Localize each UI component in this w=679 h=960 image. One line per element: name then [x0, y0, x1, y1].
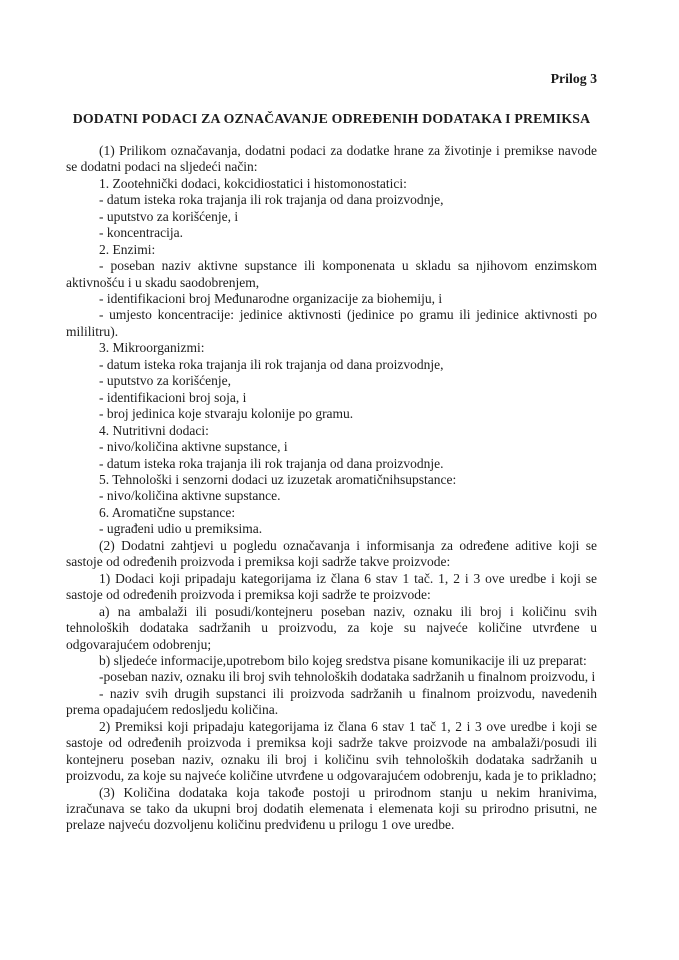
document-title: DODATNI PODACI ZA OZNAČAVANJE ODREĐENIH DODATAKA I PREMIKSA: [72, 111, 591, 127]
paragraph: - datum isteka roka trajanja ili rok trajanja od dana proizvodnje.: [99, 455, 444, 471]
paragraph: - datum isteka roka trajanja ili rok trajanja od dana proizvodnje,: [99, 356, 444, 372]
paragraph: - uputstvo za korišćenje, i: [99, 208, 239, 224]
paragraph: - broj jedinica koje stvaraju kolonije po gramu.: [99, 406, 354, 422]
paragraph: 1. Zootehnički dodaci, kokcidiostatici i histomonostatici:: [99, 175, 407, 191]
annex-label: Prilog 3: [550, 71, 597, 86]
paragraph: - nivo/količina aktivne supstance, i: [99, 439, 288, 455]
paragraph: -poseban naziv, oznaku ili broj svih tehnoloških dodataka sadržanih u finalnom proizvodu, i: [99, 669, 596, 685]
paragraph: 4. Nutritivni dodaci:: [99, 422, 209, 438]
paragraph: - ugrađeni udio u premiksima.: [99, 521, 263, 537]
paragraph: 2. Enzimi:: [99, 241, 156, 257]
paragraph: 6. Aromatične supstance:: [99, 504, 236, 520]
paragraph: (3) Količina dodataka koja takođe postoji u prirodnom stanju u nekim hranivima, izračunava se tako da ukupni broj dodatih elemenata i elemenata koji su prirodno prisutni, ne prelaze najveću dozvoljenu količinu predviđenu u prilogu 1 ove uredbe.: [66, 784, 597, 833]
paragraph: 3. Mikroorganizmi:: [99, 340, 205, 356]
paragraph: - nivo/količina aktivne supstance.: [99, 488, 281, 504]
paragraph: - umjesto koncentracije: jedinice aktivnosti (jedinice po gramu ili jedinice aktivnosti po mililitru).: [66, 307, 597, 339]
paragraph: - uputstvo za korišćenje,: [99, 373, 231, 389]
paragraph: 5. Tehnološki i senzorni dodaci uz izuzetak aromatičnihsupstance:: [99, 471, 457, 487]
paragraph: - poseban naziv aktivne supstance ili komponenata u skladu sa njihovom enzimskom aktivnošću i u skadu saodobrenjem,: [66, 258, 597, 290]
paragraph: 1) Dodaci koji pripadaju kategorijama iz člana 6 stav 1 tač. 1, 2 i 3 ove uredbe i koji se sastoje od određenih proizvoda i premiksa koji sadrže te proizvode:: [66, 570, 597, 603]
paragraph: - identifikacioni broj Međunarodne organizacije za biohemiju, i: [99, 290, 443, 306]
paragraph: - koncentracija.: [99, 225, 183, 241]
paragraph: 2) Premiksi koji pripadaju kategorijama iz člana 6 stav 1 tač 1, 2 i 3 ove uredbe i koji se sastoje od određenih proizvoda i premiksa koji sadrže takve proizvode na ambalaži/posudi ili kontejneru poseban naziv, oznaku ili broj i količinu svih tehnoloških dodataka sadržanih u proizvodu, za koje su najveće količine utvrđene u odgovarajućem odobrenju, kada je to prikladno;: [66, 718, 597, 784]
paragraph: (1) Prilikom označavanja, dodatni podaci za dodatke hrane za životinje i premikse navode se dodatni podaci na sljedeći način:: [66, 142, 597, 175]
paragraph: b) sljedeće informacije,upotrebom bilo kojeg sredstva pisane komunikacije ili uz preparat:: [99, 652, 587, 668]
paragraph: (2) Dodatni zahtjevi u pogledu označavanja i informisanja za određene aditive koji se sastoje od određenih proizvoda i premiksa koji sadrže takve proizvode:: [66, 537, 597, 570]
paragraph: - identifikacioni broj soja, i: [99, 389, 247, 405]
paragraph: - datum isteka roka trajanja ili rok trajanja od dana proizvodnje,: [99, 192, 444, 208]
paragraph: - naziv svih drugih supstanci ili proizvoda sadržanih u finalnom proizvodu, navedenih prema opadajućem redosljedu količina.: [66, 685, 597, 718]
document-body: [66, 143, 597, 834]
paragraph: a) na ambalaži ili posudi/kontejneru poseban naziv, oznaku ili broj i količinu svih tehnoloških dodataka sadržanih u proizvodu, za koje su najveće količine utvrđene u odgovarajućem odobrenju;: [66, 603, 597, 652]
